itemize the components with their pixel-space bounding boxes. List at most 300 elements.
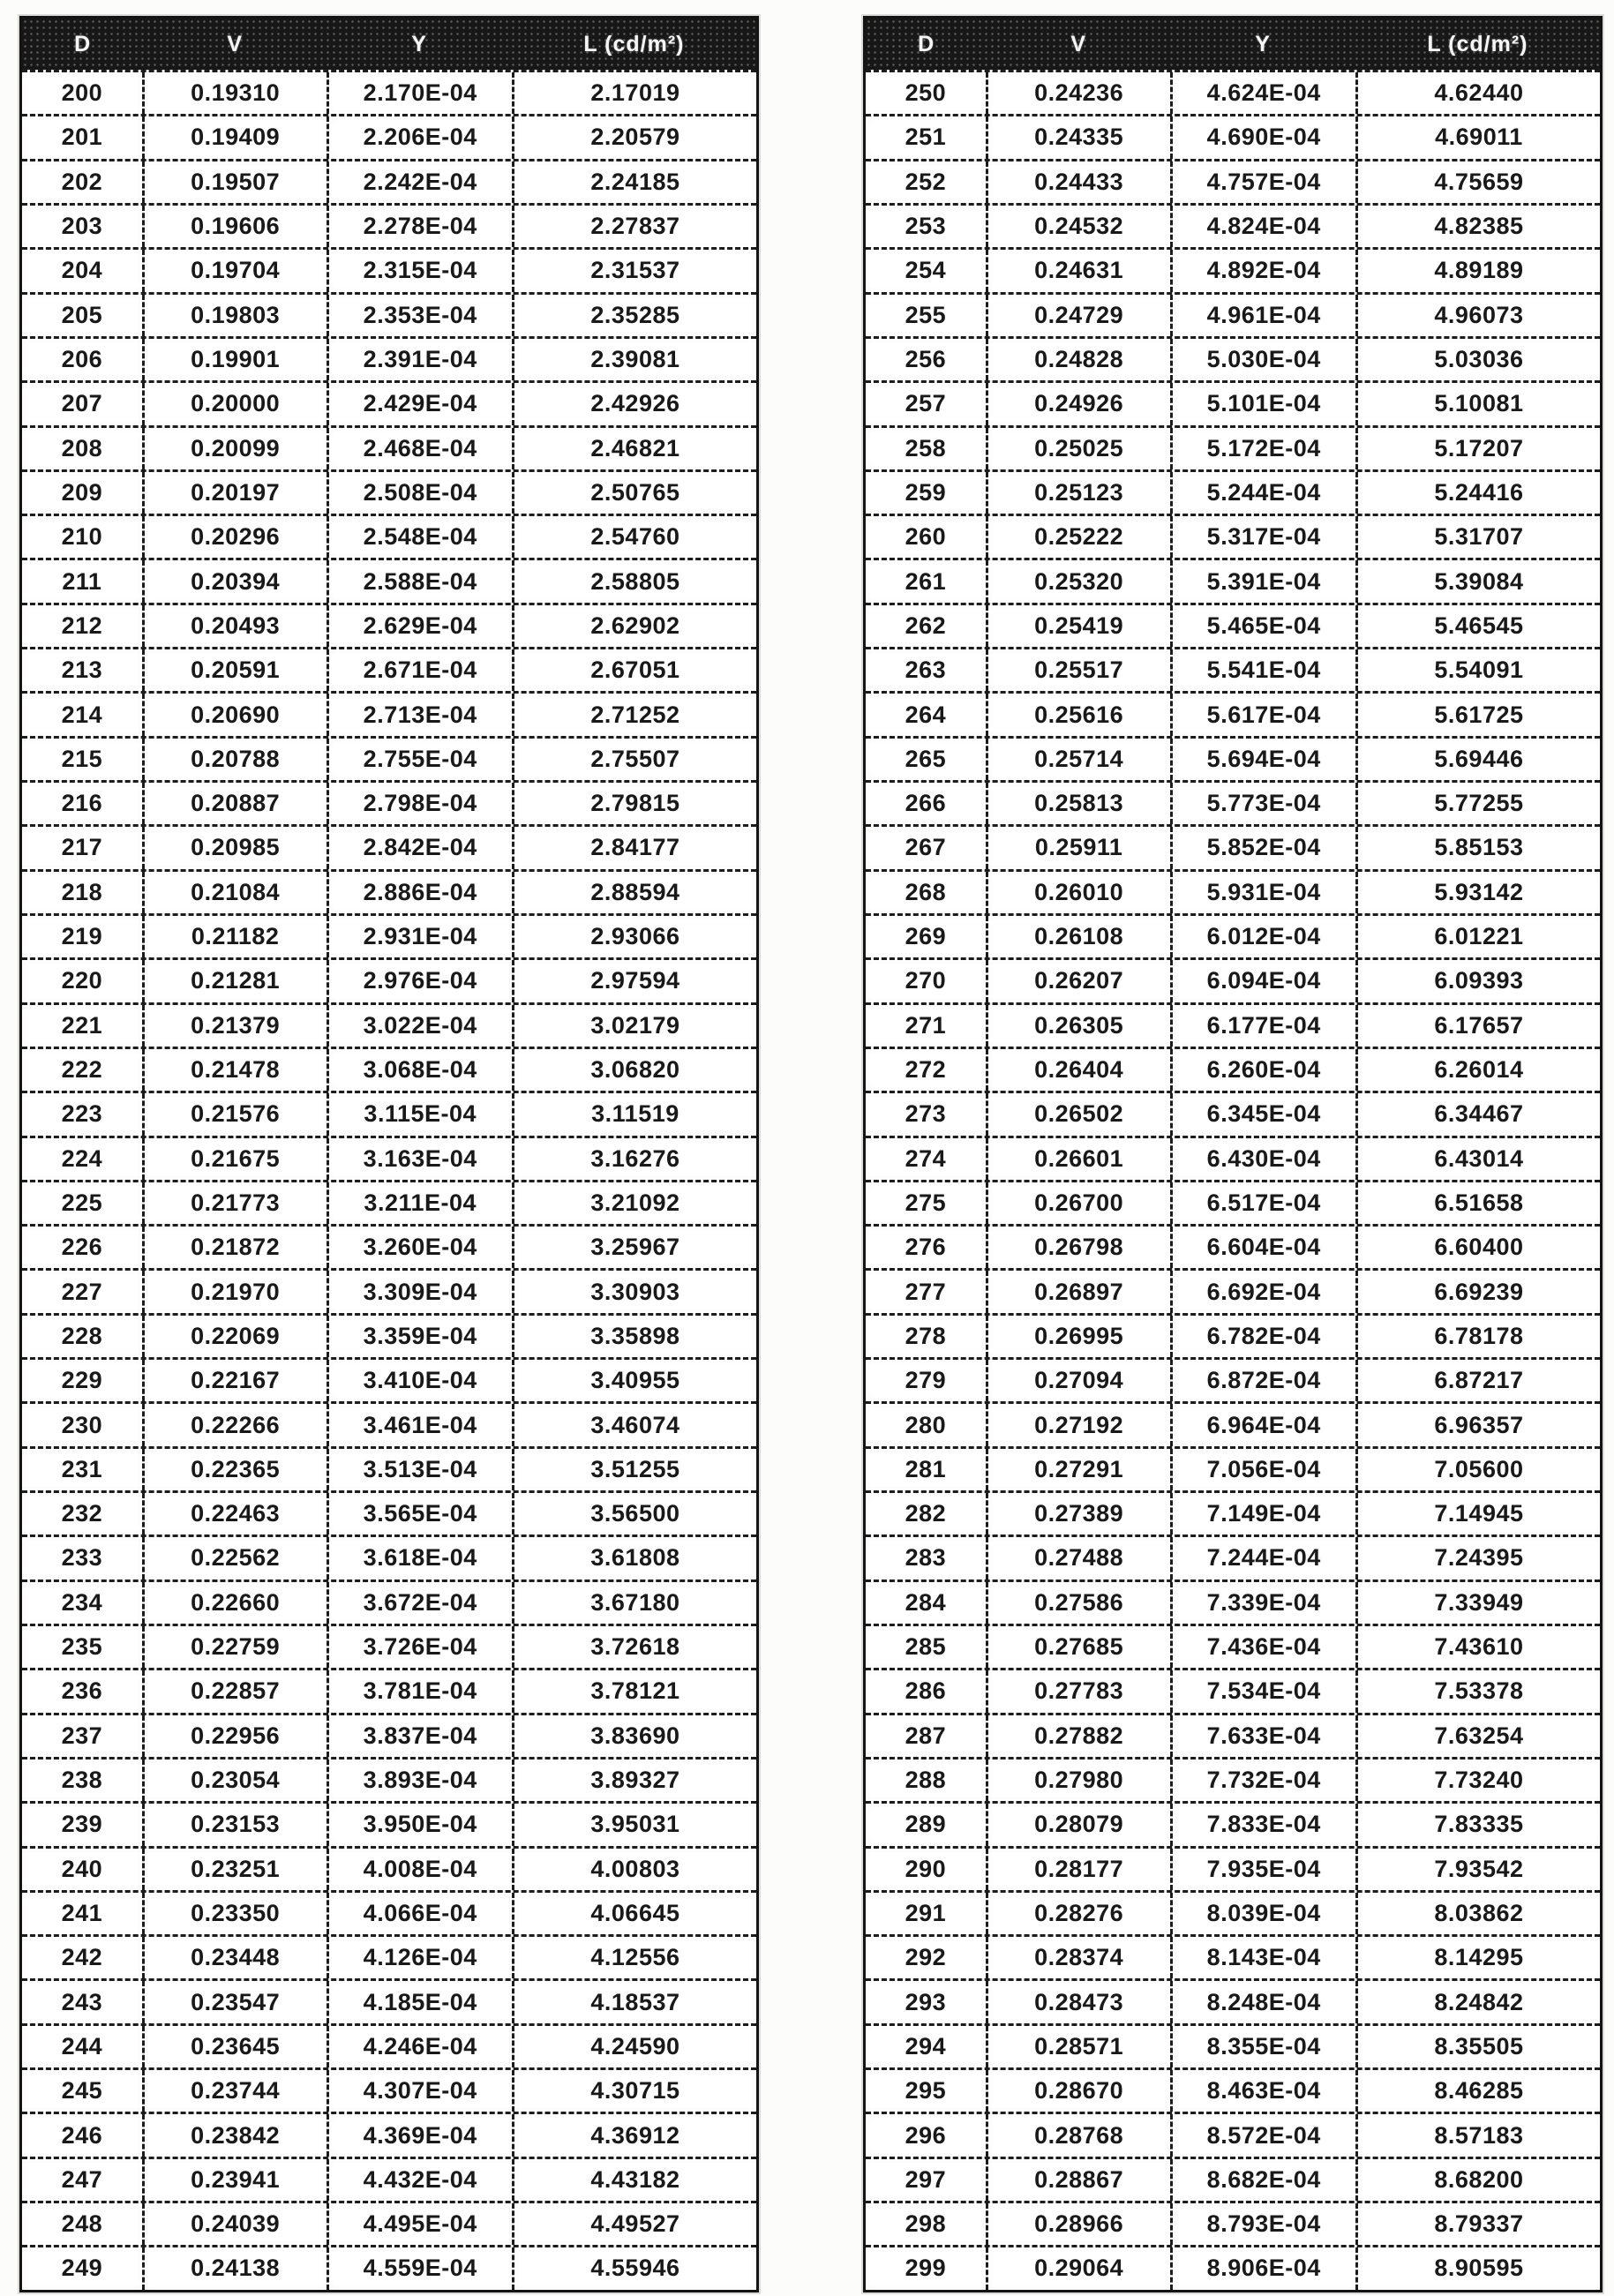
cell-v: 0.21576 xyxy=(145,1093,329,1135)
cell-l: 4.75659 xyxy=(1358,161,1600,203)
cell-v: 0.22562 xyxy=(145,1537,329,1579)
cell-y: 7.732E-04 xyxy=(1173,1760,1358,1801)
cell-d: 223 xyxy=(22,1093,145,1135)
cell-l: 3.78121 xyxy=(514,1670,756,1712)
cell-d: 286 xyxy=(866,1670,988,1712)
luminance-table-200-249 xyxy=(19,16,759,2292)
cell-v: 0.19409 xyxy=(145,116,329,158)
table-row xyxy=(22,1534,756,1579)
cell-y: 6.782E-04 xyxy=(1173,1316,1358,1357)
table-row xyxy=(22,1890,756,1934)
cell-l: 2.27837 xyxy=(514,206,756,247)
cell-v: 0.20493 xyxy=(145,605,329,647)
cell-v: 0.23251 xyxy=(145,1849,329,1890)
cell-d: 200 xyxy=(22,72,145,114)
cell-l: 7.05600 xyxy=(1358,1449,1600,1490)
table-row xyxy=(22,469,756,514)
table-row xyxy=(22,869,756,913)
cell-y: 2.886E-04 xyxy=(329,872,514,913)
cell-v: 0.27586 xyxy=(988,1582,1173,1624)
cell-d: 227 xyxy=(22,1271,145,1312)
cell-l: 3.40955 xyxy=(514,1360,756,1401)
table-row xyxy=(866,2201,1600,2245)
cell-l: 4.06645 xyxy=(514,1893,756,1934)
table-row xyxy=(866,2023,1600,2067)
cell-d: 203 xyxy=(22,206,145,247)
cell-v: 0.21970 xyxy=(145,1271,329,1312)
table-row xyxy=(866,380,1600,424)
cell-y: 3.022E-04 xyxy=(329,1005,514,1047)
cell-y: 7.149E-04 xyxy=(1173,1493,1358,1534)
cell-y: 6.964E-04 xyxy=(1173,1404,1358,1445)
cell-d: 257 xyxy=(866,383,988,424)
cell-y: 4.246E-04 xyxy=(329,2026,514,2067)
cell-d: 295 xyxy=(866,2070,988,2112)
table-row xyxy=(866,1890,1600,1934)
cell-d: 260 xyxy=(866,516,988,558)
table-row xyxy=(866,1978,1600,2022)
cell-v: 0.19901 xyxy=(145,339,329,380)
cell-v: 0.21478 xyxy=(145,1049,329,1091)
cell-l: 8.90595 xyxy=(1358,2247,1600,2289)
cell-l: 2.17019 xyxy=(514,72,756,114)
cell-v: 0.26404 xyxy=(988,1049,1173,1091)
cell-l: 4.30715 xyxy=(514,2070,756,2112)
cell-d: 221 xyxy=(22,1005,145,1047)
cell-y: 2.242E-04 xyxy=(329,161,514,203)
cell-y: 7.339E-04 xyxy=(1173,1582,1358,1624)
table-row xyxy=(866,2157,1600,2201)
cell-l: 4.18537 xyxy=(514,1981,756,2022)
table-row xyxy=(866,1713,1600,1757)
cell-v: 0.21379 xyxy=(145,1005,329,1047)
cell-l: 3.11519 xyxy=(514,1093,756,1135)
cell-d: 262 xyxy=(866,605,988,647)
cell-v: 0.27980 xyxy=(988,1760,1173,1801)
cell-v: 0.20690 xyxy=(145,694,329,735)
cell-y: 3.461E-04 xyxy=(329,1404,514,1445)
table-row xyxy=(866,1624,1600,1668)
table-row xyxy=(22,1180,756,1224)
cell-y: 2.842E-04 xyxy=(329,827,514,868)
table-row xyxy=(866,1180,1600,1224)
cell-v: 0.22167 xyxy=(145,1360,329,1401)
cell-y: 5.852E-04 xyxy=(1173,827,1358,868)
cell-d: 283 xyxy=(866,1537,988,1579)
cell-v: 0.20788 xyxy=(145,739,329,780)
table-row xyxy=(22,1490,756,1534)
cell-l: 5.61725 xyxy=(1358,694,1600,735)
cell-l: 4.00803 xyxy=(514,1849,756,1890)
cell-d: 218 xyxy=(22,872,145,913)
cell-v: 0.23350 xyxy=(145,1893,329,1934)
cell-l: 7.73240 xyxy=(1358,1760,1600,1801)
table-row xyxy=(866,1268,1600,1312)
cell-v: 0.21675 xyxy=(145,1138,329,1180)
cell-l: 7.43610 xyxy=(1358,1626,1600,1668)
cell-v: 0.22069 xyxy=(145,1316,329,1357)
cell-v: 0.25517 xyxy=(988,649,1173,691)
table-row xyxy=(866,558,1600,602)
cell-y: 2.798E-04 xyxy=(329,783,514,824)
cell-d: 229 xyxy=(22,1360,145,1401)
cell-y: 5.172E-04 xyxy=(1173,428,1358,469)
cell-d: 274 xyxy=(866,1138,988,1180)
cell-v: 0.25025 xyxy=(988,428,1173,469)
cell-v: 0.25419 xyxy=(988,605,1173,647)
table-row xyxy=(22,691,756,735)
table-row xyxy=(866,1002,1600,1047)
cell-v: 0.24039 xyxy=(145,2203,329,2245)
cell-d: 242 xyxy=(22,1937,145,1978)
table-row xyxy=(866,1668,1600,1712)
table-row xyxy=(866,425,1600,469)
table-row xyxy=(22,247,756,291)
column-header-v: V xyxy=(1070,31,1087,56)
table-row xyxy=(22,1268,756,1312)
table-row xyxy=(22,957,756,1002)
cell-v: 0.21872 xyxy=(145,1227,329,1268)
cell-v: 0.20394 xyxy=(145,560,329,602)
table-row xyxy=(866,780,1600,824)
cell-y: 2.170E-04 xyxy=(329,72,514,114)
cell-l: 3.35898 xyxy=(514,1316,756,1357)
cell-v: 0.26305 xyxy=(988,1005,1173,1047)
cell-d: 226 xyxy=(22,1227,145,1268)
cell-l: 7.93542 xyxy=(1358,1849,1600,1890)
cell-d: 202 xyxy=(22,161,145,203)
cell-l: 6.17657 xyxy=(1358,1005,1600,1047)
table-row xyxy=(866,292,1600,336)
cell-y: 5.391E-04 xyxy=(1173,560,1358,602)
cell-y: 5.773E-04 xyxy=(1173,783,1358,824)
cell-v: 0.25320 xyxy=(988,560,1173,602)
cell-d: 272 xyxy=(866,1049,988,1091)
cell-l: 5.85153 xyxy=(1358,827,1600,868)
cell-y: 5.101E-04 xyxy=(1173,383,1358,424)
table-row xyxy=(866,1534,1600,1579)
cell-v: 0.27291 xyxy=(988,1449,1173,1490)
cell-v: 0.25616 xyxy=(988,694,1173,735)
cell-y: 6.177E-04 xyxy=(1173,1005,1358,1047)
cell-v: 0.26108 xyxy=(988,916,1173,957)
cell-v: 0.23547 xyxy=(145,1981,329,2022)
cell-d: 253 xyxy=(866,206,988,247)
cell-y: 3.359E-04 xyxy=(329,1316,514,1357)
cell-d: 293 xyxy=(866,1981,988,2022)
cell-y: 2.429E-04 xyxy=(329,383,514,424)
cell-l: 3.02179 xyxy=(514,1005,756,1047)
cell-d: 231 xyxy=(22,1449,145,1490)
cell-l: 6.69239 xyxy=(1358,1271,1600,1312)
cell-l: 3.83690 xyxy=(514,1715,756,1757)
cell-l: 4.96073 xyxy=(1358,295,1600,336)
cell-l: 3.06820 xyxy=(514,1049,756,1091)
cell-l: 8.35505 xyxy=(1358,2026,1600,2067)
cell-l: 8.79337 xyxy=(1358,2203,1600,2245)
cell-l: 2.62902 xyxy=(514,605,756,647)
cell-d: 252 xyxy=(866,161,988,203)
cell-d: 284 xyxy=(866,1582,988,1624)
table-row xyxy=(866,1091,1600,1135)
cell-y: 2.508E-04 xyxy=(329,472,514,514)
column-header-l: L (cd/m²) xyxy=(1427,31,1528,56)
cell-d: 265 xyxy=(866,739,988,780)
cell-v: 0.27783 xyxy=(988,1670,1173,1712)
cell-d: 263 xyxy=(866,649,988,691)
cell-y: 4.559E-04 xyxy=(329,2247,514,2289)
cell-v: 0.24236 xyxy=(988,72,1173,114)
cell-d: 238 xyxy=(22,1760,145,1801)
cell-l: 5.54091 xyxy=(1358,649,1600,691)
table-row xyxy=(22,1801,756,1845)
cell-v: 0.26010 xyxy=(988,872,1173,913)
cell-l: 8.24842 xyxy=(1358,1981,1600,2022)
table-row xyxy=(22,1668,756,1712)
cell-v: 0.23054 xyxy=(145,1760,329,1801)
table-row xyxy=(22,292,756,336)
cell-l: 7.53378 xyxy=(1358,1670,1600,1712)
cell-d: 204 xyxy=(22,250,145,291)
cell-l: 6.01221 xyxy=(1358,916,1600,957)
cell-y: 6.604E-04 xyxy=(1173,1227,1358,1268)
cell-d: 232 xyxy=(22,1493,145,1534)
table-row xyxy=(866,1757,1600,1801)
cell-y: 3.309E-04 xyxy=(329,1271,514,1312)
cell-l: 4.82385 xyxy=(1358,206,1600,247)
cell-v: 0.22759 xyxy=(145,1626,329,1668)
cell-d: 288 xyxy=(866,1760,988,1801)
cell-d: 297 xyxy=(866,2159,988,2201)
cell-l: 4.12556 xyxy=(514,1937,756,1978)
table-row xyxy=(22,1313,756,1357)
cell-y: 7.534E-04 xyxy=(1173,1670,1358,1712)
cell-v: 0.22660 xyxy=(145,1582,329,1624)
cell-l: 6.26014 xyxy=(1358,1049,1600,1091)
cell-d: 248 xyxy=(22,2203,145,2245)
cell-y: 6.872E-04 xyxy=(1173,1360,1358,1401)
cell-l: 5.31707 xyxy=(1358,516,1600,558)
cell-v: 0.19310 xyxy=(145,72,329,114)
cell-d: 294 xyxy=(866,2026,988,2067)
cell-y: 2.315E-04 xyxy=(329,250,514,291)
table-row xyxy=(22,780,756,824)
cell-d: 246 xyxy=(22,2114,145,2156)
cell-d: 215 xyxy=(22,739,145,780)
table-row xyxy=(22,1713,756,1757)
cell-d: 292 xyxy=(866,1937,988,1978)
cell-y: 6.692E-04 xyxy=(1173,1271,1358,1312)
cell-y: 3.618E-04 xyxy=(329,1537,514,1579)
cell-l: 3.25967 xyxy=(514,1227,756,1268)
cell-v: 0.23645 xyxy=(145,2026,329,2067)
table-header-row xyxy=(866,19,1600,70)
cell-d: 217 xyxy=(22,827,145,868)
cell-d: 278 xyxy=(866,1316,988,1357)
cell-l: 5.10081 xyxy=(1358,383,1600,424)
cell-v: 0.25911 xyxy=(988,827,1173,868)
cell-y: 2.931E-04 xyxy=(329,916,514,957)
cell-d: 235 xyxy=(22,1626,145,1668)
cell-v: 0.28276 xyxy=(988,1893,1173,1934)
table-row xyxy=(22,1091,756,1135)
cell-y: 6.012E-04 xyxy=(1173,916,1358,957)
cell-d: 216 xyxy=(22,783,145,824)
table-row xyxy=(22,2201,756,2245)
cell-l: 2.67051 xyxy=(514,649,756,691)
cell-v: 0.23448 xyxy=(145,1937,329,1978)
cell-l: 5.46545 xyxy=(1358,605,1600,647)
cell-y: 6.345E-04 xyxy=(1173,1093,1358,1135)
cell-l: 2.79815 xyxy=(514,783,756,824)
table-row xyxy=(866,1846,1600,1890)
table-row xyxy=(22,1002,756,1047)
column-header-d: D xyxy=(918,31,935,56)
cell-y: 5.931E-04 xyxy=(1173,872,1358,913)
cell-l: 5.39084 xyxy=(1358,560,1600,602)
cell-l: 4.43182 xyxy=(514,2159,756,2201)
cell-d: 236 xyxy=(22,1670,145,1712)
cell-d: 285 xyxy=(866,1626,988,1668)
cell-l: 4.62440 xyxy=(1358,72,1600,114)
cell-y: 8.906E-04 xyxy=(1173,2247,1358,2289)
cell-l: 6.60400 xyxy=(1358,1227,1600,1268)
cell-y: 4.757E-04 xyxy=(1173,161,1358,203)
table-row xyxy=(866,159,1600,203)
cell-y: 5.030E-04 xyxy=(1173,339,1358,380)
table-row xyxy=(22,1579,756,1624)
cell-d: 225 xyxy=(22,1182,145,1224)
table-row xyxy=(22,647,756,691)
cell-v: 0.19606 xyxy=(145,206,329,247)
cell-v: 0.22857 xyxy=(145,1670,329,1712)
cell-l: 2.24185 xyxy=(514,161,756,203)
cell-v: 0.28571 xyxy=(988,2026,1173,2067)
cell-d: 233 xyxy=(22,1537,145,1579)
table-row xyxy=(866,691,1600,735)
cell-v: 0.24828 xyxy=(988,339,1173,380)
cell-l: 5.93142 xyxy=(1358,872,1600,913)
table-row xyxy=(866,203,1600,247)
cell-l: 7.14945 xyxy=(1358,1493,1600,1534)
cell-y: 4.066E-04 xyxy=(329,1893,514,1934)
table-row xyxy=(22,1446,756,1490)
cell-d: 279 xyxy=(866,1360,988,1401)
table-row xyxy=(22,2157,756,2201)
cell-d: 296 xyxy=(866,2114,988,2156)
cell-l: 3.61808 xyxy=(514,1537,756,1579)
cell-d: 280 xyxy=(866,1404,988,1445)
cell-l: 3.56500 xyxy=(514,1493,756,1534)
cell-d: 258 xyxy=(866,428,988,469)
cell-l: 2.31537 xyxy=(514,250,756,291)
cell-l: 6.78178 xyxy=(1358,1316,1600,1357)
cell-y: 3.163E-04 xyxy=(329,1138,514,1180)
cell-y: 3.837E-04 xyxy=(329,1715,514,1757)
cell-d: 270 xyxy=(866,960,988,1002)
cell-y: 6.260E-04 xyxy=(1173,1049,1358,1091)
cell-l: 8.03862 xyxy=(1358,1893,1600,1934)
cell-y: 3.672E-04 xyxy=(329,1582,514,1624)
cell-y: 3.115E-04 xyxy=(329,1093,514,1135)
cell-d: 255 xyxy=(866,295,988,336)
table-row xyxy=(22,70,756,114)
cell-d: 245 xyxy=(22,2070,145,2112)
cell-y: 2.976E-04 xyxy=(329,960,514,1002)
cell-y: 8.143E-04 xyxy=(1173,1937,1358,1978)
cell-y: 3.781E-04 xyxy=(329,1670,514,1712)
table-row xyxy=(866,114,1600,158)
cell-l: 2.54760 xyxy=(514,516,756,558)
cell-v: 0.21084 xyxy=(145,872,329,913)
cell-l: 3.67180 xyxy=(514,1582,756,1624)
cell-v: 0.28177 xyxy=(988,1849,1173,1890)
table-row xyxy=(866,913,1600,957)
cell-l: 4.55946 xyxy=(514,2247,756,2289)
cell-v: 0.26798 xyxy=(988,1227,1173,1268)
cell-v: 0.20197 xyxy=(145,472,329,514)
cell-y: 8.039E-04 xyxy=(1173,1893,1358,1934)
table-row xyxy=(22,824,756,868)
table-row xyxy=(22,2112,756,2156)
table-row xyxy=(22,558,756,602)
cell-y: 8.793E-04 xyxy=(1173,2203,1358,2245)
cell-l: 3.21092 xyxy=(514,1182,756,1224)
cell-y: 5.465E-04 xyxy=(1173,605,1358,647)
cell-d: 222 xyxy=(22,1049,145,1091)
cell-d: 277 xyxy=(866,1271,988,1312)
cell-d: 207 xyxy=(22,383,145,424)
table-row xyxy=(22,603,756,647)
cell-l: 5.03036 xyxy=(1358,339,1600,380)
cell-d: 264 xyxy=(866,694,988,735)
table-row xyxy=(866,1446,1600,1490)
cell-d: 250 xyxy=(866,72,988,114)
cell-v: 0.24532 xyxy=(988,206,1173,247)
cell-v: 0.25123 xyxy=(988,472,1173,514)
cell-y: 2.353E-04 xyxy=(329,295,514,336)
cell-d: 220 xyxy=(22,960,145,1002)
cell-y: 4.126E-04 xyxy=(329,1937,514,1978)
cell-y: 3.565E-04 xyxy=(329,1493,514,1534)
cell-v: 0.22365 xyxy=(145,1449,329,1490)
cell-l: 2.97594 xyxy=(514,960,756,1002)
table-row xyxy=(866,1357,1600,1401)
cell-d: 249 xyxy=(22,2247,145,2289)
cell-y: 5.244E-04 xyxy=(1173,472,1358,514)
cell-y: 4.690E-04 xyxy=(1173,116,1358,158)
cell-d: 243 xyxy=(22,1981,145,2022)
table-row xyxy=(22,1846,756,1890)
table-row xyxy=(22,1136,756,1180)
table-row xyxy=(22,514,756,558)
cell-y: 8.355E-04 xyxy=(1173,2026,1358,2067)
cell-v: 0.21773 xyxy=(145,1182,329,1224)
cell-y: 3.410E-04 xyxy=(329,1360,514,1401)
table-row xyxy=(22,1624,756,1668)
cell-y: 3.893E-04 xyxy=(329,1760,514,1801)
cell-y: 6.094E-04 xyxy=(1173,960,1358,1002)
cell-l: 4.69011 xyxy=(1358,116,1600,158)
cell-d: 269 xyxy=(866,916,988,957)
table-row xyxy=(866,1579,1600,1624)
cell-l: 5.17207 xyxy=(1358,428,1600,469)
cell-d: 241 xyxy=(22,1893,145,1934)
cell-v: 0.28768 xyxy=(988,2114,1173,2156)
cell-v: 0.20000 xyxy=(145,383,329,424)
cell-v: 0.24335 xyxy=(988,116,1173,158)
cell-y: 5.617E-04 xyxy=(1173,694,1358,735)
